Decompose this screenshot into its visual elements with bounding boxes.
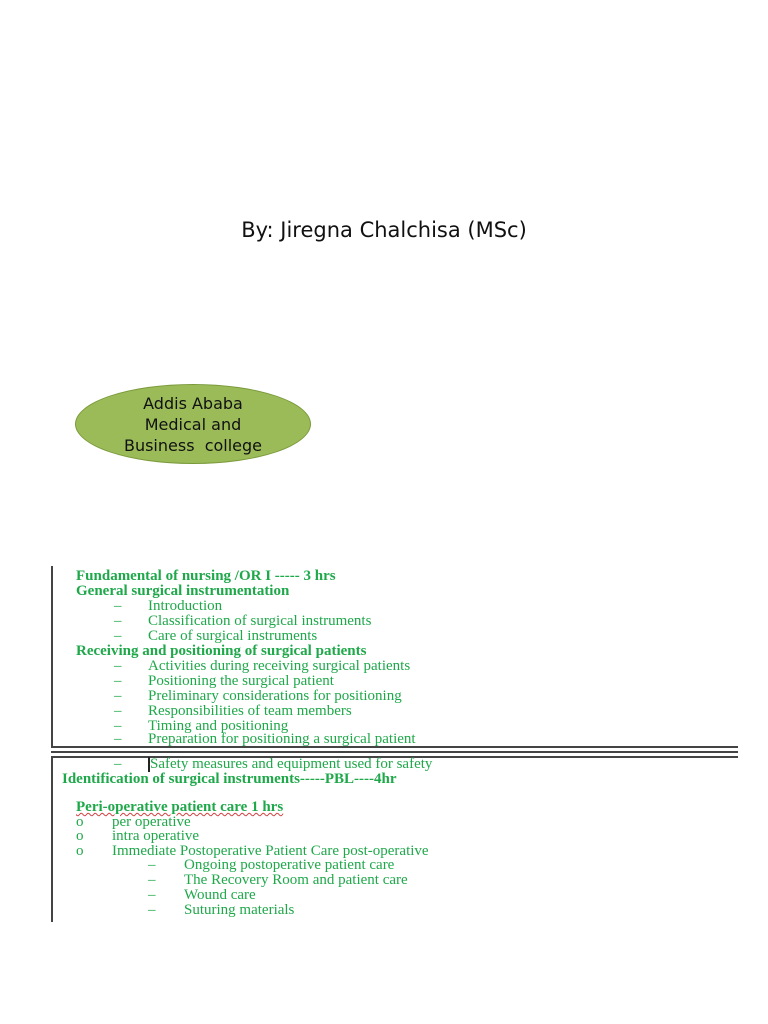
list-item: Suturing materials bbox=[184, 902, 295, 918]
heading-peri-operative bbox=[76, 800, 283, 815]
dash-bullet: – bbox=[148, 872, 156, 888]
dash-bullet: – bbox=[148, 902, 156, 918]
circle-bullet: o bbox=[76, 828, 84, 844]
list-item: Care of surgical instruments bbox=[148, 628, 318, 644]
author-line: By: Jiregna Chalchisa (MSc) bbox=[241, 218, 527, 242]
list-item: Preliminary considerations for positioning bbox=[148, 688, 402, 704]
page-border-left-bottom bbox=[51, 756, 53, 922]
heading-peri-operative-text: Peri-operative patient care 1 hrs bbox=[76, 799, 284, 815]
heading-fundamental: Fundamental of nursing /OR I ----- 3 hrs bbox=[76, 568, 336, 584]
heading-identification: Identification of surgical instruments-----PBL----4hr bbox=[62, 771, 397, 787]
list-item: Classification of surgical instruments bbox=[148, 613, 372, 629]
heading-receiving-positioning: Receiving and positioning of surgical patients bbox=[76, 643, 367, 659]
dash-bullet: – bbox=[114, 598, 122, 614]
list-item: Ongoing postoperative patient care bbox=[184, 857, 395, 873]
logo-line-1: Addis Ababa bbox=[143, 393, 243, 413]
list-item: Introduction bbox=[148, 598, 223, 614]
dash-bullet: – bbox=[114, 718, 122, 734]
dash-bullet: – bbox=[114, 613, 122, 629]
logo-line-2: Medical and bbox=[144, 414, 242, 434]
list-item: per operative bbox=[112, 814, 191, 830]
list-item: Positioning the surgical patient bbox=[148, 673, 334, 689]
dash-bullet: – bbox=[114, 703, 122, 719]
dash-bullet: – bbox=[148, 887, 156, 903]
page-border-left-top bbox=[51, 566, 53, 746]
circle-bullet: o bbox=[76, 843, 84, 859]
dash-bullet: – bbox=[114, 628, 122, 644]
logo-line-3: Business college bbox=[123, 435, 263, 455]
course-outline-snippet bbox=[0, 566, 768, 922]
list-item: Timing and positioning bbox=[148, 718, 289, 734]
list-item: The Recovery Room and patient care bbox=[184, 872, 408, 888]
heading-general-instrumentation: General surgical instrumentation bbox=[76, 583, 290, 599]
list-item: Responsibilities of team members bbox=[148, 703, 352, 719]
college-logo-ellipse bbox=[75, 384, 311, 464]
list-item: Wound care bbox=[184, 887, 256, 903]
list-item: Preparation for positioning a surgical patient bbox=[148, 731, 416, 747]
list-item: Activities during receiving surgical patients bbox=[148, 658, 411, 674]
dash-bullet: – bbox=[114, 673, 122, 689]
dash-bullet: – bbox=[114, 731, 122, 747]
page-break-line-2 bbox=[51, 751, 738, 753]
dash-bullet: – bbox=[114, 658, 122, 674]
dash-bullet: – bbox=[114, 688, 122, 704]
dash-bullet: – bbox=[114, 756, 122, 772]
circle-bullet: o bbox=[76, 814, 84, 830]
list-item: Immediate Postoperative Patient Care post-operative bbox=[112, 843, 429, 859]
dash-bullet: – bbox=[148, 857, 156, 873]
list-item: Safety measures and equipment used for safety bbox=[150, 756, 433, 772]
list-item: intra operative bbox=[112, 828, 200, 844]
